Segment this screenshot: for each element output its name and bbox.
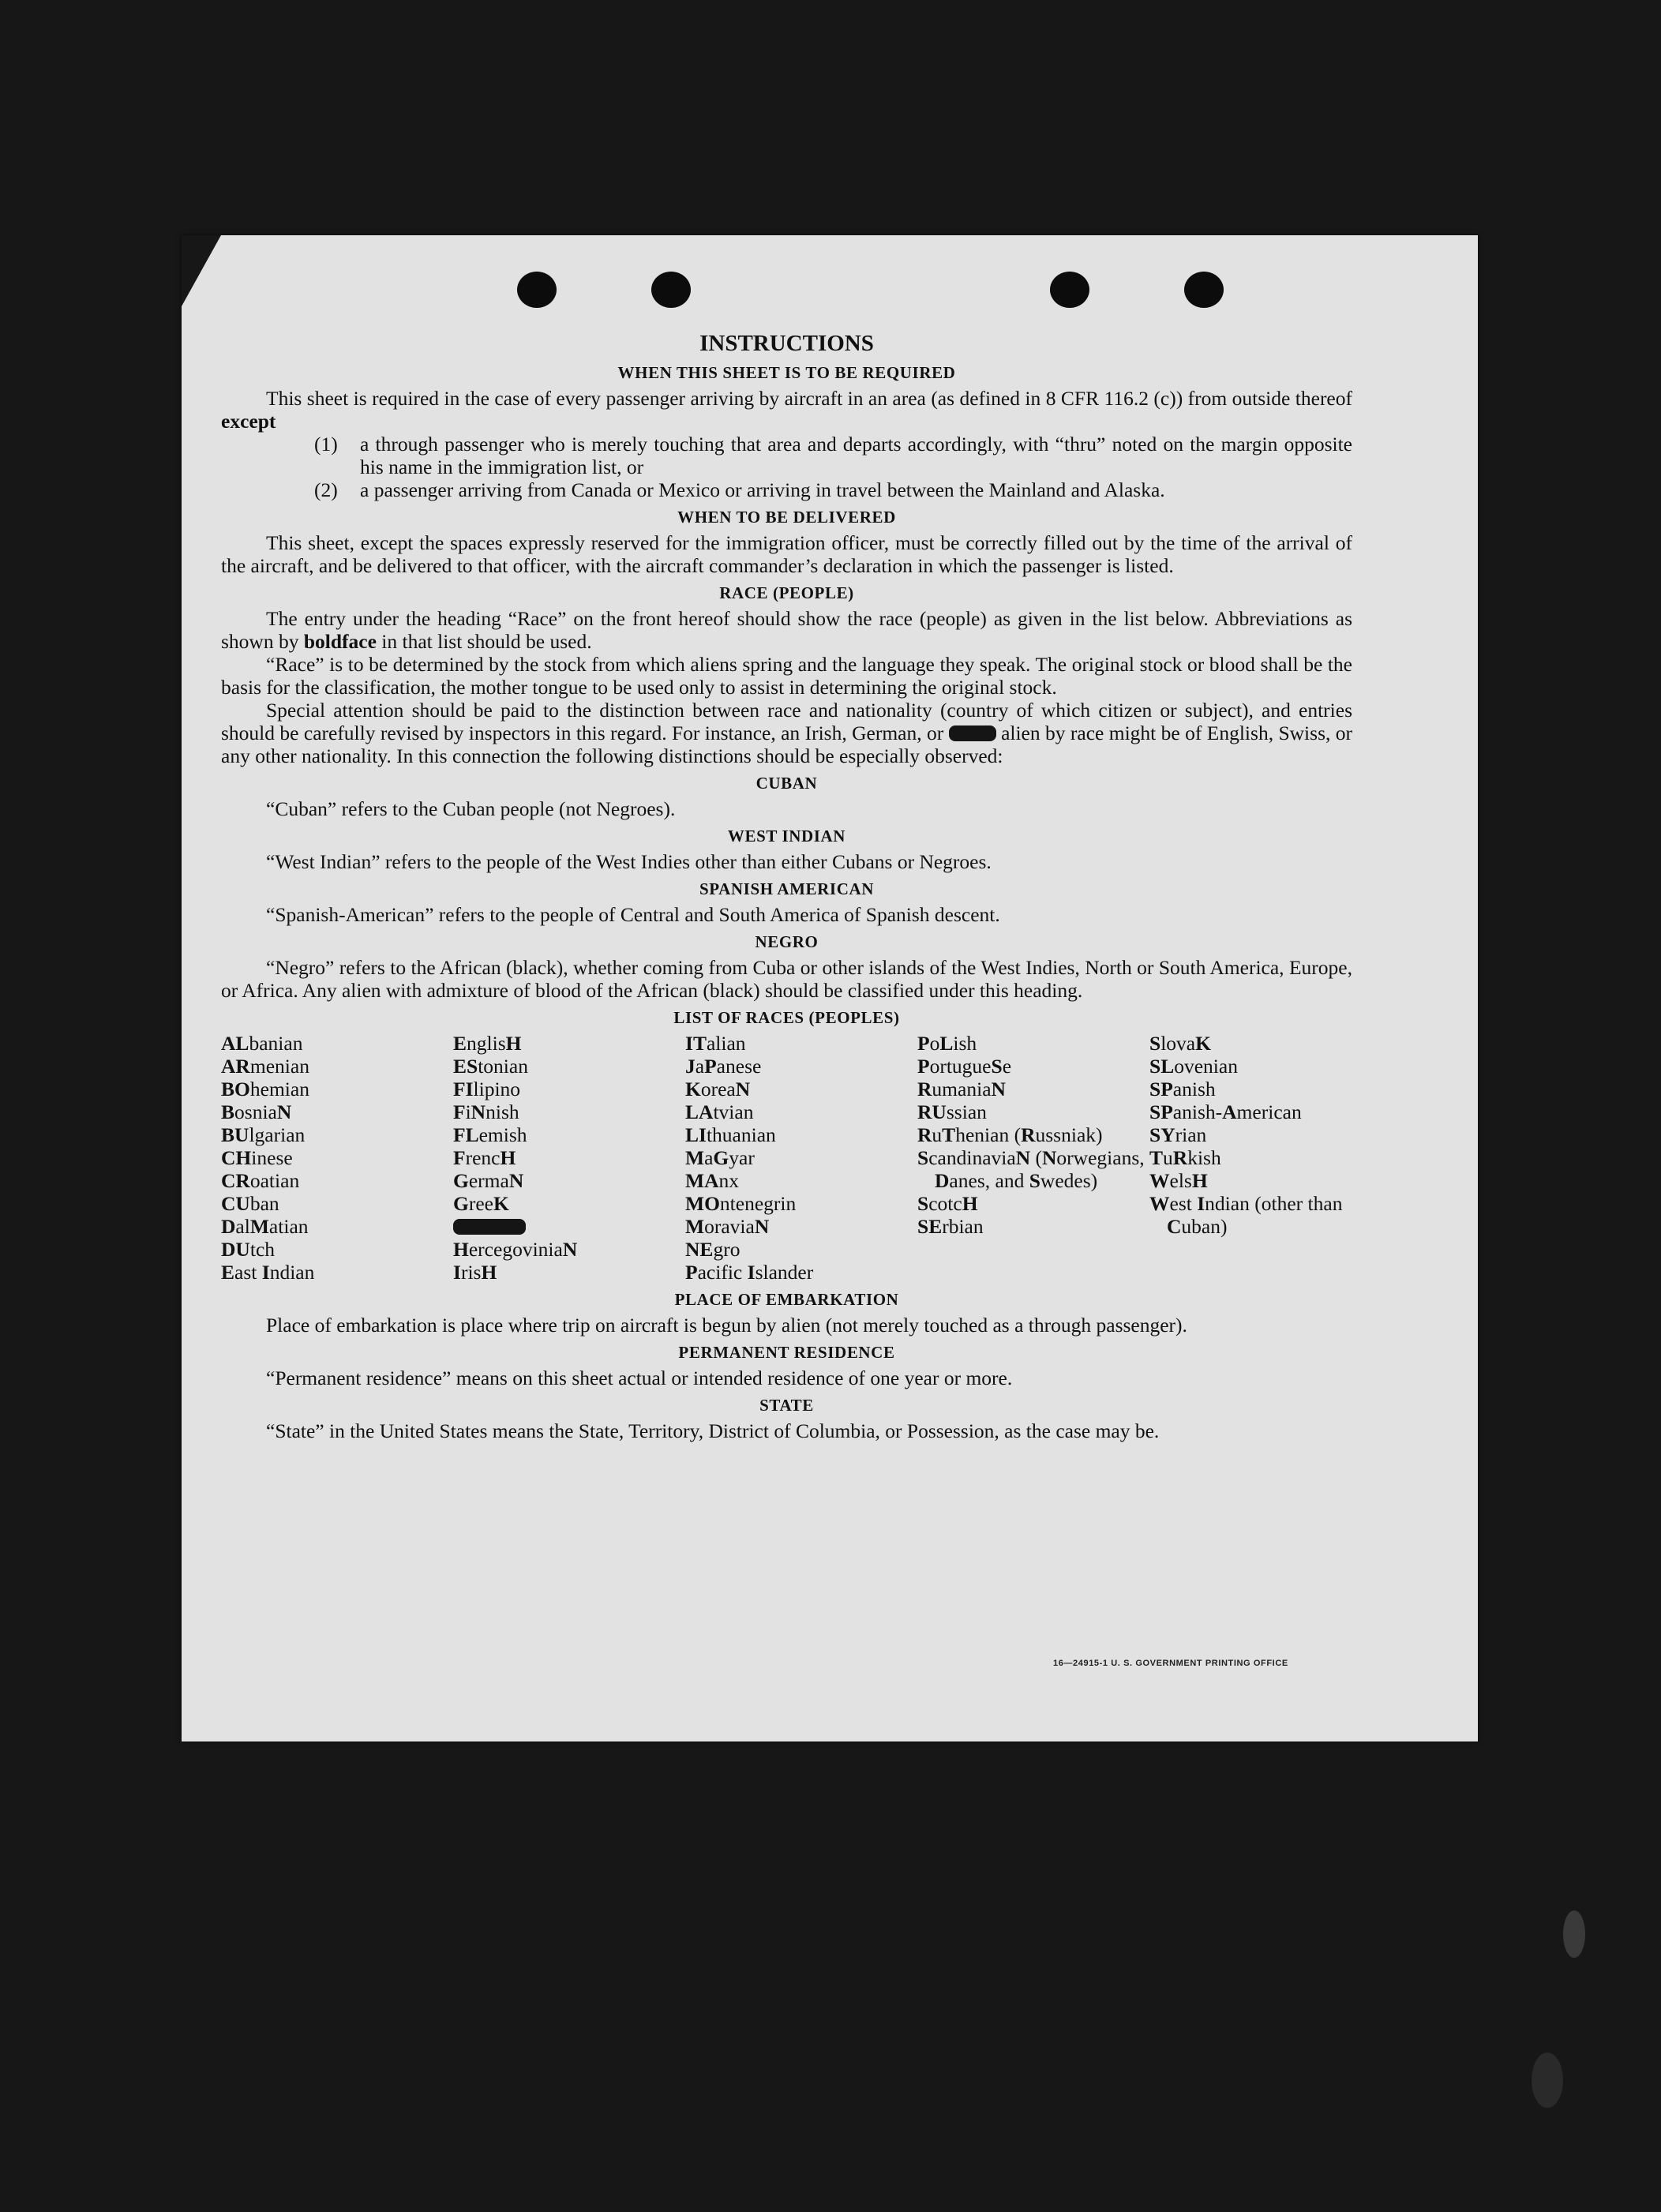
scan-smudge: [1532, 2053, 1563, 2108]
race-paragraph-2: “Race” is to be determined by the stock from which aliens spring and the language they speak. The original stock or blood shall be the basis for the classification, the mother tongue to be used only to assist in determining the original stock.: [221, 653, 1352, 699]
state-text: “State” in the United States means the State, Territory, District of Columbia, or Possession, as the case may be.: [266, 1419, 1160, 1442]
when-delivered-text: This sheet, except the spaces expressly reserved for the immigration officer, must be correctly filled out by the time of the arrival of the aircraft, and be delivered to that officer, with the aircraft commander’s declaration in which the passenger is listed.: [221, 531, 1352, 577]
race-entry: WelsH: [1149, 1169, 1208, 1192]
race-entry: West Indian (other than Cuban): [1149, 1192, 1343, 1238]
page-title: INSTRUCTIONS: [699, 331, 874, 356]
race-entry: PoLish: [917, 1032, 977, 1055]
race-entry: East Indian: [221, 1261, 315, 1284]
race-paragraph-3: Special attention should be paid to the distinction between race and nationality (country of which citizen or subject), and entries should be carefully revised by inspectors in this regard. For instance, an Irish, German, or alien by race might be of English, Swiss, or any other nationality. In this connection the following distinctions should be especially observed:: [221, 699, 1353, 767]
race-entry: CUban: [221, 1192, 279, 1215]
race-entry: MoraviaN: [685, 1215, 770, 1238]
races-column-2: [453, 1032, 685, 1284]
race-entry: PortugueSe: [917, 1055, 1012, 1078]
heading-west-indian: WEST INDIAN: [727, 827, 846, 845]
spanish-american-text: “Spanish-American” refers to the people of Central and South America of Spanish descent.: [266, 903, 1000, 926]
punch-hole: [1184, 272, 1224, 308]
race-entry: SlovaK: [1149, 1032, 1211, 1055]
exception-item-2: (2) a passenger arriving from Canada or Mexico or arriving in travel between the Mainland and Alaska.: [314, 478, 1165, 501]
heading-when-delivered: WHEN TO BE DELIVERED: [677, 508, 896, 527]
heading-negro: NEGRO: [755, 932, 819, 951]
race-entry: ARmenian: [221, 1055, 309, 1078]
heading-state: STATE: [759, 1396, 814, 1415]
redaction-mark: [453, 1219, 526, 1235]
heading-embarkation: PLACE OF EMBARKATION: [674, 1290, 899, 1309]
race-entry: SErbian: [917, 1215, 984, 1238]
negro-text: “Negro” refers to the African (black), whether coming from Cuba or other islands of the West Indies, North or South America, Europe, or Africa. Any alien with admixture of blood of the African (black) should be classified under this heading.: [221, 956, 1352, 1002]
race-entry: RumaniaN: [917, 1078, 1006, 1100]
heading-list-of-races: LIST OF RACES (PEOPLES): [673, 1008, 900, 1027]
race-entry: ALbanian: [221, 1032, 303, 1055]
heading-cuban: CUBAN: [756, 774, 818, 793]
embarkation-text: Place of embarkation is place where trip on aircraft is begun by alien (not merely touched as a through passenger).: [266, 1314, 1187, 1337]
heading-race: RACE (PEOPLE): [719, 583, 854, 602]
race-entry: GermaN: [453, 1169, 524, 1192]
race-entry: HercegoviniaN: [453, 1238, 578, 1261]
instruction-sheet: [182, 235, 1478, 1741]
race-entry: FLemish: [453, 1123, 527, 1146]
west-indian-text: “West Indian” refers to the people of the West Indies other than either Cubans or Negroes.: [266, 850, 992, 873]
heading-when-required: WHEN THIS SHEET IS TO BE REQUIRED: [617, 363, 956, 382]
race-entry: RuThenian (Russniak): [917, 1123, 1103, 1146]
race-entry: Pacific Islander: [685, 1261, 814, 1284]
race-entry: RUssian: [917, 1100, 987, 1123]
race-entry: KoreaN: [685, 1078, 751, 1100]
race-entry: JaPanese: [685, 1055, 762, 1078]
races-table: [221, 1032, 1352, 1284]
punch-hole: [651, 272, 691, 308]
races-column-5: [1149, 1032, 1352, 1284]
race-entry: ScotcH: [917, 1192, 978, 1215]
heading-permanent-residence: PERMANENT RESIDENCE: [678, 1343, 895, 1362]
race-entry: TuRkish: [1149, 1146, 1221, 1169]
folded-corner: [182, 235, 221, 306]
races-column-4: [917, 1032, 1149, 1284]
instructions-body: [221, 330, 1352, 1442]
race-entry: ITalian: [685, 1032, 746, 1055]
races-column-3: [685, 1032, 917, 1284]
heading-spanish-american: SPANISH AMERICAN: [699, 879, 874, 898]
race-entry: CRoatian: [221, 1169, 300, 1192]
permanent-residence-text: “Permanent residence” means on this sheet actual or intended residence of one year or more.: [266, 1367, 1013, 1389]
race-entry: FIlipino: [453, 1078, 521, 1100]
race-entry: EnglisH: [453, 1032, 522, 1055]
race-entry: FiNnish: [453, 1100, 519, 1123]
race-entry: LAtvian: [685, 1100, 754, 1123]
race-entry: SLovenian: [1149, 1055, 1238, 1078]
race-entry: BUlgarian: [221, 1123, 306, 1146]
race-entry: SPanish: [1149, 1078, 1216, 1100]
race-entry: BosniaN: [221, 1100, 292, 1123]
race-entry: DUtch: [221, 1238, 276, 1261]
race-entry: MaGyar: [685, 1146, 755, 1169]
scan-smudge: [1563, 1910, 1585, 1958]
exception-item-1: (1) a through passenger who is merely touching that area and departs accordingly, with “thru” noted on the margin opposite his name in the immigration list, or: [314, 433, 1352, 478]
race-entry: EStonian: [453, 1055, 528, 1078]
when-required-intro: This sheet is required in the case of every passenger arriving by aircraft in an area (as defined in 8 CFR 116.2 (c)) from outside thereof except: [221, 387, 1352, 433]
race-entry: BOhemian: [221, 1078, 309, 1100]
race-entry: MAnx: [685, 1169, 739, 1192]
form-number-imprint: 16—24915-1 U. S. GOVERNMENT PRINTING OFFICE: [1053, 1659, 1288, 1668]
punch-hole: [517, 272, 557, 308]
race-paragraph-1: The entry under the heading “Race” on the front hereof should show the race (people) as given in the list below. Abbreviations as shown by boldface in that list should be used.: [221, 607, 1352, 653]
race-entry: NEgro: [685, 1238, 741, 1261]
race-entry: LIthuanian: [685, 1123, 776, 1146]
race-entry: SYrian: [1149, 1123, 1207, 1146]
redaction-mark: [949, 725, 996, 741]
race-entry: GreeK: [453, 1192, 509, 1215]
cuban-text: “Cuban” refers to the Cuban people (not Negroes).: [266, 797, 676, 820]
race-entry: ScandinaviaN (Norwegians, Danes, and Swedes): [917, 1146, 1145, 1192]
race-entry: IrisH: [453, 1261, 497, 1284]
race-entry-redacted: [453, 1215, 685, 1238]
races-column-1: [221, 1032, 453, 1284]
race-entry: FrencH: [453, 1146, 516, 1169]
race-entry: CHinese: [221, 1146, 293, 1169]
race-entry: DalMatian: [221, 1215, 309, 1238]
punch-hole: [1050, 272, 1089, 308]
race-entry: MOntenegrin: [685, 1192, 797, 1215]
race-entry: SPanish-American: [1149, 1100, 1302, 1123]
